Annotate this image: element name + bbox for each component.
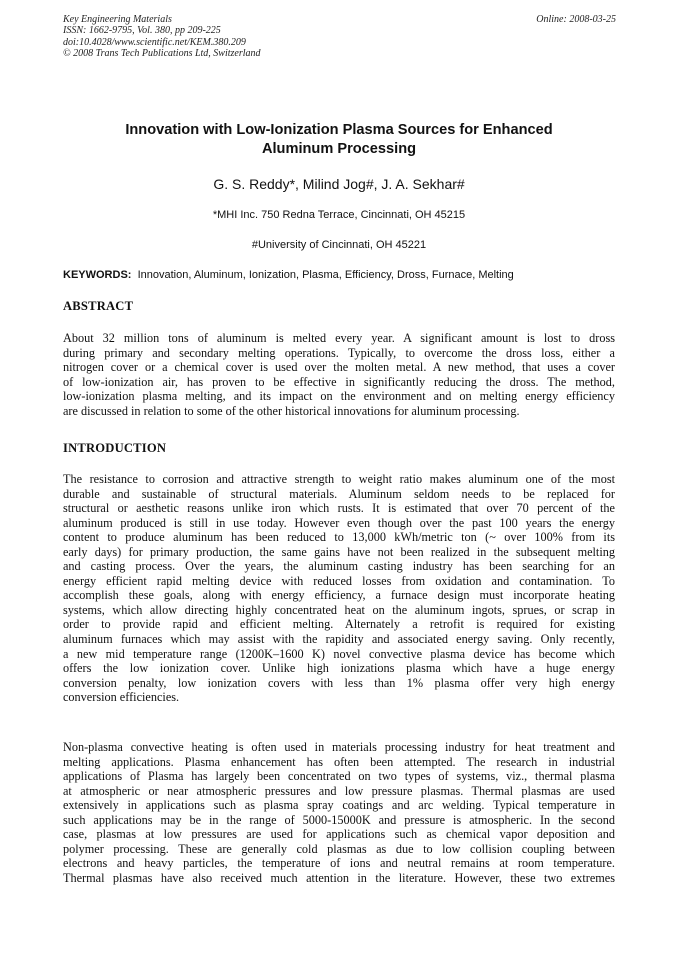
text-line: applications of Plasma has largely been concentrated on two types of systems, viz., thermal plasma [63, 769, 615, 784]
text-line: nitrogen cover or a chemical cover is used over the molten metal. A new method, that uses a cover [63, 360, 615, 375]
author-list: G. S. Reddy*, Milind Jog#, J. A. Sekhar# [213, 176, 465, 192]
text-line: accomplish these goals, along with energy efficiency, a furnace design must incorporate heating [63, 588, 615, 603]
abstract-paragraph [63, 331, 615, 418]
text-line: such applications may be in the range of 5000-15000K and pressure is atmospheric. In the second [63, 812, 615, 827]
text-line: are discussed in relation to some of the other historical innovations for aluminum processing. [63, 403, 520, 418]
paper-title-line: Innovation with Low-Ionization Plasma Sources for Enhanced [125, 122, 553, 138]
text-line: structural or aesthetic reasons unlike iron which rusts. It is estimated that over 70 percent of the [63, 501, 615, 516]
journal-doi: doi:10.4028/www.scientific.net/KEM.380.209 [63, 36, 246, 48]
text-line: order to provide rapid and efficient melting. Alternately a retrofit is required for existing [63, 617, 615, 632]
text-line: conversion penalty, low ionization covers with less than 1% plasma offer very high energy [63, 675, 615, 690]
introduction-heading: INTRODUCTION [63, 441, 167, 455]
affiliation-university: #University of Cincinnati, OH 45221 [251, 239, 427, 251]
introduction-paragraph-1 [63, 472, 615, 705]
journal-copyright: © 2008 Trans Tech Publications Ltd, Switzerland [63, 48, 261, 60]
text-line: melting applications. Plasma enhancement has often been attempted. The research in industrial [63, 754, 615, 769]
keywords-line [63, 268, 623, 282]
text-line: of low-ionization air, has proven to be effective in significantly reducing the dross. The method, [63, 374, 615, 389]
paper-title [80, 121, 598, 159]
text-line: systems, which allow directing highly concentrated heat on the aluminum ingots, sprues, or scrap in [63, 602, 615, 617]
online-date: Online: 2008-03-25 [536, 14, 616, 25]
text-line: at atmospheric or near atmospheric pressures and low pressure plasmas. Thermal plasmas are used [63, 783, 615, 798]
text-line: conversion efficiencies. [63, 690, 180, 705]
journal-header [63, 14, 261, 60]
text-line: The resistance to corrosion and attractive strength to weight ratio makes aluminum one of the most [63, 472, 615, 486]
text-line: energy efficient rapid melting device with reduced losses from oxidation and contamination. To [63, 573, 615, 588]
text-line: a new mid temperature range (1200K–1600 K) novel convective plasma device has become which [63, 646, 615, 661]
text-line: aluminum produced is still in use today. However even though over the past 100 years the energy [63, 515, 615, 530]
journal-issn: ISSN: 1662-9795, Vol. 380, pp 209-225 [63, 25, 221, 37]
text-line: durable and sustainable of structural materials. Aluminum seldom needs to be replaced for [63, 486, 615, 501]
text-line: Thermal plasmas have also received much attention in the literature. However, these two extremes [63, 870, 615, 885]
journal-name: Key Engineering Materials [63, 14, 172, 25]
text-line: content to produce aluminum has been reduced to 13,000 kWh/metric ton (~ over 100% from its [63, 530, 615, 545]
text-line: early days) for primary production, the same gains have not been realized in the subsequent melting [63, 544, 615, 559]
introduction-paragraph-2 [63, 740, 615, 885]
text-line: polymer processing. These are generally cold plasmas as due to low collision coupling between [63, 841, 615, 856]
text-line: electrons and heavy particles, the temperature of ions and neutral remains at room temperature. [63, 856, 615, 871]
text-line: Non-plasma convective heating is often used in materials processing industry for heat treatment and [63, 740, 615, 754]
text-line: extensively in applications such as plasma spray coatings and arc welding. Typical temperature in [63, 798, 615, 813]
text-line: during primary and secondary melting operations. Typically, to overcome the dross loss, either a [63, 345, 615, 360]
abstract-heading: ABSTRACT [63, 299, 134, 313]
paper-title-line: Aluminum Processing [261, 141, 417, 157]
keywords-label: KEYWORDS: [63, 269, 132, 281]
text-line: case, plasmas at low pressures are used for applications such as chemical vapor deposition and [63, 827, 615, 842]
text-line: About 32 million tons of aluminum is melted every year. A significant amount is lost to dross [63, 331, 615, 345]
affiliation-mhi: *MHI Inc. 750 Redna Terrace, Cincinnati, OH 45215 [212, 209, 466, 221]
text-line: low-ionization plasma melting, and its impact on the environment and on melting energy efficiency [63, 389, 615, 404]
keywords-text: Innovation, Aluminum, Ionization, Plasma, Efficiency, Dross, Furnace, Melting [137, 269, 514, 281]
text-line: and casting process. Over the years, the aluminum casting industry has been searching for an [63, 559, 615, 574]
text-line: aluminum furnaces which may assist with the rapidity and associated energy saving. Only recently, [63, 632, 615, 647]
text-line: offers the low ionization cover. Unlike high ionizations plasma which have a huge energy [63, 661, 615, 676]
